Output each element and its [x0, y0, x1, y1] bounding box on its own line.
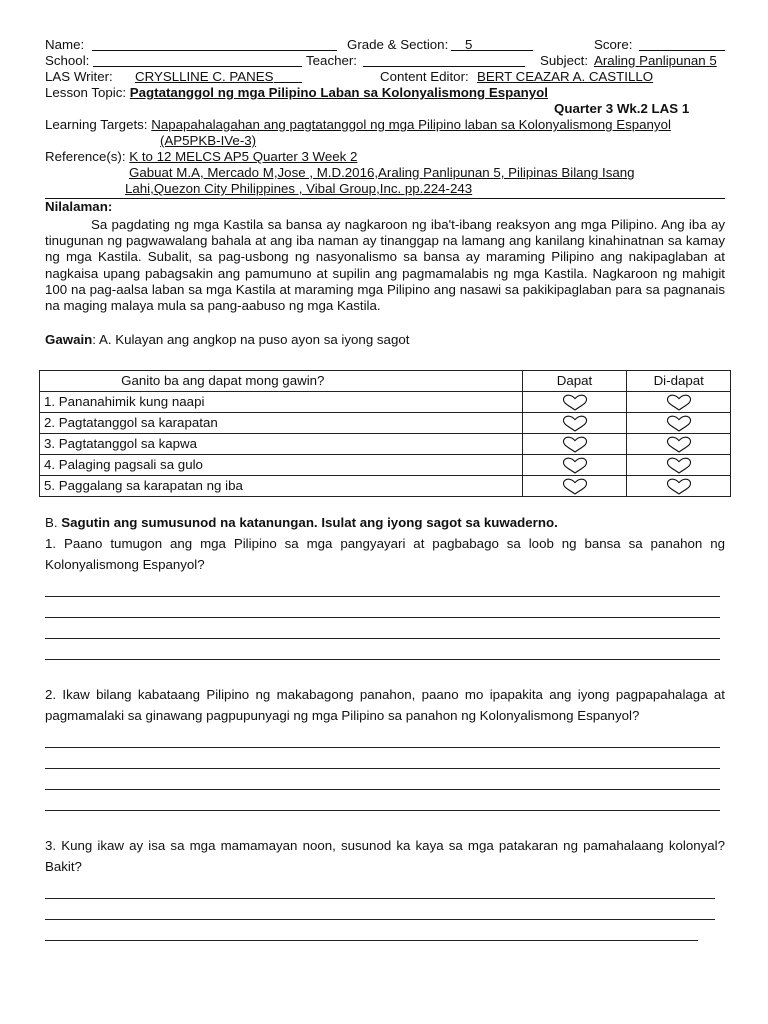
header-row-quarter	[45, 101, 725, 117]
heart-outline-icon[interactable]	[666, 394, 692, 411]
heart-outline-icon[interactable]	[666, 457, 692, 474]
answer-line[interactable]	[45, 727, 720, 748]
heart-outline-icon[interactable]	[666, 478, 692, 495]
subject-value: Araling Panlipunan 5	[594, 53, 717, 68]
worksheet	[45, 37, 725, 941]
answer-area-3	[45, 878, 725, 941]
row-4-statement: 4. Palaging pagsali sa gulo	[40, 455, 523, 476]
school-field[interactable]	[93, 53, 302, 67]
reference-1: K to 12 MELCS AP5 Quarter 3 Week 2	[129, 149, 358, 164]
header-row-topic	[45, 85, 725, 101]
header-row-reference-3	[45, 181, 725, 197]
table-row	[40, 434, 731, 455]
activity-b-title	[45, 515, 725, 531]
answer-line[interactable]	[45, 790, 720, 811]
grade-label: Grade & Section:	[347, 37, 449, 52]
row-3-statement: 3. Pagtatanggol sa kapwa	[40, 434, 523, 455]
heart-outline-icon[interactable]	[562, 394, 588, 411]
header-row-reference-2	[45, 165, 725, 181]
header-row-targets-code	[45, 133, 725, 149]
question-3: 3. Kung ikaw ay isa sa mga mamamayan noon, susunod ka kaya sa mga patakaran ng pamahalaang kolonyal? Bakit?	[45, 838, 725, 875]
topic-label: Lesson Topic:	[45, 85, 127, 100]
table-row	[40, 476, 731, 497]
row-1-statement: 1. Pananahimik kung naapi	[40, 392, 523, 413]
table-row	[40, 413, 731, 434]
editor-value: BERT CEAZAR A. CASTILLO	[477, 69, 654, 84]
header-row-name	[45, 37, 725, 53]
heart-table	[39, 370, 731, 497]
answer-line[interactable]	[45, 920, 698, 941]
answer-line[interactable]	[45, 899, 715, 920]
writer-label: LAS Writer:	[45, 69, 113, 84]
topic-value: Pagtatanggol ng mga Pilipino Laban sa Kolonyalismong Espanyol	[129, 85, 548, 100]
header-dapat: Dapat	[522, 371, 627, 392]
header-row-school	[45, 53, 725, 69]
targets-code: (AP5PKB-IVe-3)	[160, 133, 257, 148]
heart-outline-icon[interactable]	[562, 457, 588, 474]
heart-outline-icon[interactable]	[562, 415, 588, 432]
header-row-writer	[45, 69, 725, 85]
quarter-value: Quarter 3 Wk.2 LAS 1	[554, 101, 690, 116]
teacher-field[interactable]	[363, 53, 525, 67]
activity-a-instruction	[45, 332, 725, 348]
answer-area-1	[45, 576, 725, 660]
score-field[interactable]	[639, 37, 725, 51]
heart-outline-icon[interactable]	[562, 478, 588, 495]
answer-line[interactable]	[45, 769, 720, 790]
spacer	[45, 314, 725, 332]
name-field[interactable]	[92, 37, 337, 51]
header-row-references	[45, 149, 725, 165]
activity-a-text: : A. Kulayan ang angkop na puso ayon sa iyong sagot	[92, 332, 410, 348]
content-heading: Nilalaman:	[45, 199, 113, 214]
table-row	[40, 392, 731, 413]
answer-line[interactable]	[45, 597, 720, 618]
writer-value: CRYSLLINE C. PANES	[135, 69, 274, 84]
activity-b-title-text: Sagutin ang sumusunod na katanungan. Isulat ang iyong sagot sa kuwaderno.	[61, 515, 558, 531]
subject-label: Subject:	[540, 53, 589, 68]
grade-value: 5	[465, 37, 473, 52]
grade-field[interactable]	[451, 37, 533, 51]
heart-outline-icon[interactable]	[562, 436, 588, 453]
activity-a-label: Gawain	[45, 332, 93, 348]
score-label: Score:	[594, 37, 633, 52]
answer-line[interactable]	[45, 878, 715, 899]
heart-table-header	[40, 371, 731, 392]
answer-line[interactable]	[45, 639, 720, 660]
reference-3: Lahi,Quezon City Philippines , Vibal Group,Inc. pp.224-243	[125, 181, 473, 196]
content-paragraph: Sa pagdating ng mga Kastila sa bansa ay nagkaroon ng iba't-ibang reaksyon ang mga Pilipino. Ang iba ay tinugunan ng pagwawalang bahala at ang iba naman ay tinanggap na lamang ang kanilang kinahinatnan sa kamay ng mga Kastila. Subalit, sa pag-usbong ng nasyonalismo sa bansa ay maraming Pilipino ang nakipaglaban at nagkaisa upang pabagsakin ang pamumuno at supilin ang pagmamalabis ng mga Kastila. Nagkaroon ng mahigit 100 na pag-aalsa laban sa mga Kastila at maraming mga Pilipino ang nasawi sa pakikipaglaban para sa pagnanais na maging malaya mula sa pang-aabuso ng mga Kastila.	[45, 217, 725, 314]
table-row	[40, 455, 731, 476]
heart-outline-icon[interactable]	[666, 436, 692, 453]
answer-line[interactable]	[45, 618, 720, 639]
school-label: School:	[45, 53, 90, 68]
activity-b-prefix: B.	[45, 515, 58, 531]
header-row-targets	[45, 117, 725, 133]
answer-line[interactable]	[45, 748, 720, 769]
writer-underline-tail	[274, 69, 302, 83]
answer-area-2	[45, 727, 725, 811]
teacher-label: Teacher:	[306, 53, 357, 68]
targets-value: Napapahalagahan ang pagtatanggol ng mga Pilipino laban sa Kolonyalismong Espanyol	[151, 117, 671, 132]
answer-line[interactable]	[45, 576, 720, 597]
question-1: 1. Paano tumugon ang mga Pilipino sa mga pangyayari at pagbabago sa loob ng bansa sa panahon ng Kolonyalismong Espanyol?	[45, 536, 725, 573]
name-label: Name:	[45, 37, 85, 52]
heart-outline-icon[interactable]	[666, 415, 692, 432]
targets-label: Learning Targets:	[45, 117, 148, 132]
header-di-dapat: Di-dapat	[627, 371, 731, 392]
row-2-statement: 2. Pagtatanggol sa karapatan	[40, 413, 523, 434]
editor-label: Content Editor:	[380, 69, 469, 84]
question-2: 2. Ikaw bilang kabataang Pilipino ng makabagong panahon, paano mo ipapakita ang iyong pagpapahalaga at pagmamalaki sa ginawang pagpupunyagi ng mga Pilipino sa panahon ng Kolonyalismong Espanyol?	[45, 687, 725, 724]
header-question: Ganito ba ang dapat mong gawin?	[40, 371, 523, 392]
row-5-statement: 5. Paggalang sa karapatan ng iba	[40, 476, 523, 497]
reference-2: Gabuat M.A, Mercado M,Jose , M.D.2016,Araling Panlipunan 5, Pilipinas Bilang Isang	[129, 165, 635, 180]
references-label: Reference(s):	[45, 149, 126, 164]
